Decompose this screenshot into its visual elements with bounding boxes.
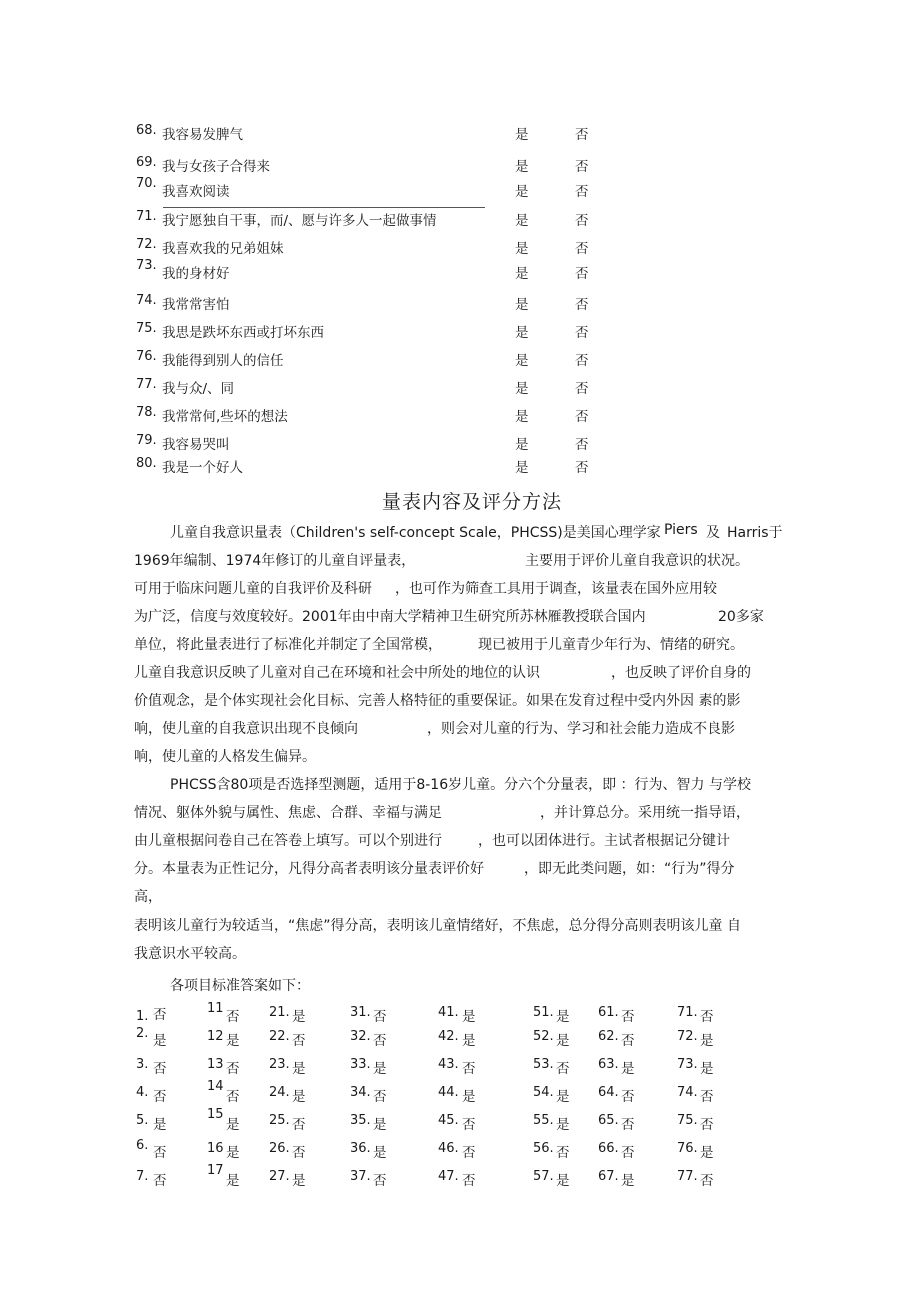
paragraph-text: 单位，将此量表进行了标准化并制定了全国常模，: [134, 637, 442, 653]
answer-item-number: 7.: [136, 1169, 149, 1184]
paragraph-text: 表明该儿童行为较适当，“焦虑”得分高，表明该儿童情绪好，不焦虑，总分得分高则表明该儿童 自: [134, 918, 741, 934]
question-number: 71.: [136, 209, 157, 224]
answer-item-number: 23.: [269, 1057, 290, 1072]
answer-item-value: 是: [556, 1033, 570, 1049]
answer-item-value: 是: [292, 1061, 306, 1077]
answer-item-number: 76.: [677, 1141, 698, 1156]
paragraph-text: ，即无此类问题，如：“行为”得分: [524, 861, 735, 877]
answer-item-number: 31.: [350, 1005, 371, 1020]
answer-item-number: 52.: [533, 1029, 554, 1044]
answer-item-number: 51.: [533, 1005, 554, 1020]
paragraph-text: 价值观念，是个体实现社会化目标、完善人格特征的重要保证。如果在发育过程中受内外因 素的影: [134, 693, 741, 709]
answer-item-number: 36.: [350, 1141, 371, 1156]
paragraph-text: 儿童自我意识量表（Children's self-concept Scale，PHCSS)是美国心理学家: [170, 525, 661, 541]
answer-item-number: 77.: [677, 1169, 698, 1184]
answer-item-value: 否: [621, 1145, 635, 1161]
question-number: 76.: [136, 349, 157, 364]
answer-item-number: 46.: [438, 1141, 459, 1156]
answer-item-number: 37.: [350, 1169, 371, 1184]
answer-item-value: 否: [462, 1173, 476, 1189]
answer-item-value: 是: [556, 1089, 570, 1105]
answer-item-value: 否: [556, 1061, 570, 1077]
answer-no: 否: [575, 437, 589, 453]
answer-item-value: 是: [700, 1145, 714, 1161]
answer-item-number: 65.: [598, 1113, 619, 1128]
question-number: 70.: [136, 176, 157, 191]
answer-item-number: 24.: [269, 1085, 290, 1100]
answer-item-value: 否: [153, 1007, 167, 1023]
paragraph-text: ，并计算总分。采用统一指导语，: [540, 805, 750, 821]
answer-item-number: 73.: [677, 1057, 698, 1072]
answer-item-number: 74.: [677, 1085, 698, 1100]
question-number: 78.: [136, 405, 157, 420]
answer-item-value: 是: [462, 1009, 476, 1025]
answer-item-value: 否: [462, 1145, 476, 1161]
answer-item-number: 54.: [533, 1085, 554, 1100]
paragraph-text: ，则会对儿童的行为、学习和社会能力造成不良影: [427, 721, 735, 737]
question-text: 我的身材好: [162, 266, 230, 282]
paragraph-text: ，也可以团体进行。主试者根据记分键计: [478, 833, 730, 849]
answer-item-value: 否: [153, 1061, 167, 1077]
answer-item-value: 是: [153, 1117, 167, 1133]
question-number: 75.: [136, 321, 157, 336]
answer-item-value: 否: [462, 1117, 476, 1133]
answer-item-number: 32.: [350, 1029, 371, 1044]
answer-item-number: 25.: [269, 1113, 290, 1128]
answer-item-number: 22.: [269, 1029, 290, 1044]
answer-item-value: 否: [373, 1089, 387, 1105]
answer-item-value: 是: [226, 1033, 240, 1049]
question-number: 80.: [136, 456, 157, 471]
answer-no: 否: [575, 127, 589, 143]
question-number: 79.: [136, 433, 157, 448]
answer-item-value: 是: [373, 1145, 387, 1161]
answer-item-value: 是: [373, 1117, 387, 1133]
paragraph-text: 高，: [134, 889, 162, 905]
answer-item-value: 否: [373, 1009, 387, 1025]
answer-yes: 是: [515, 127, 529, 143]
answer-item-number: 35.: [350, 1113, 371, 1128]
paragraph-text: PHCSS含80项是否选择型测题，适用于8-16岁儿童。分六个分量表，即 ：行为、智力 与学校: [170, 777, 752, 793]
answer-item-value: 否: [153, 1089, 167, 1105]
answer-no: 否: [575, 266, 589, 282]
answer-item-number: 57.: [533, 1169, 554, 1184]
answer-item-number: 1.: [136, 1009, 149, 1024]
answer-yes: 是: [515, 409, 529, 425]
question-text: 我与女孩子合得来: [162, 159, 270, 175]
answer-item-value: 否: [700, 1089, 714, 1105]
answer-item-value: 否: [153, 1145, 167, 1161]
answer-item-value: 否: [226, 1009, 240, 1025]
answer-item-number: 56.: [533, 1141, 554, 1156]
answer-item-value: 否: [621, 1033, 635, 1049]
answer-item-number: 2.: [136, 1026, 149, 1041]
answer-item-number: 6.: [136, 1138, 149, 1153]
question-number: 69.: [136, 155, 157, 170]
paragraph-text: 20多家: [718, 609, 764, 625]
answer-item-number: 45.: [438, 1113, 459, 1128]
paragraph-text: 响，使儿童的自我意识出现不良倾向: [134, 721, 358, 737]
question-number: 73.: [136, 258, 157, 273]
answer-item-number: 66.: [598, 1141, 619, 1156]
answer-item-value: 是: [226, 1117, 240, 1133]
answer-item-number: 41.: [438, 1005, 459, 1020]
answer-item-number: 17: [207, 1163, 224, 1178]
paragraph-text: Piers: [664, 522, 698, 538]
answer-item-value: 是: [373, 1061, 387, 1077]
answer-item-value: 否: [373, 1033, 387, 1049]
answer-item-value: 否: [226, 1089, 240, 1105]
paragraph-text: ，也可作为筛查工具用于调查，该量表在国外应用较: [395, 581, 717, 597]
answer-no: 否: [575, 353, 589, 369]
answer-item-number: 16: [207, 1141, 224, 1156]
answer-item-number: 53.: [533, 1057, 554, 1072]
answer-item-value: 否: [292, 1033, 306, 1049]
answer-yes: 是: [515, 266, 529, 282]
paragraph-text: ，也反映了评价自身的: [611, 665, 751, 681]
question-text: 我喜欢阅读: [162, 184, 230, 200]
paragraph-text: 主要用于评价儿童自我意识的状况。: [525, 553, 749, 569]
answer-item-number: 71.: [677, 1005, 698, 1020]
answer-item-number: 42.: [438, 1029, 459, 1044]
answer-no: 否: [575, 184, 589, 200]
answer-item-value: 是: [621, 1061, 635, 1077]
answer-yes: 是: [515, 241, 529, 257]
answer-no: 否: [575, 381, 589, 397]
answer-item-number: 11: [207, 1001, 224, 1016]
answer-item-number: 63.: [598, 1057, 619, 1072]
answer-item-number: 61.: [598, 1005, 619, 1020]
answer-item-number: 67.: [598, 1169, 619, 1184]
question-text: 我容易发脾气: [162, 127, 243, 143]
answer-item-value: 否: [700, 1117, 714, 1133]
question-text: 我与众/、同: [162, 381, 235, 397]
answer-item-value: 否: [621, 1089, 635, 1105]
paragraph-text: 分。本量表为正性记分，凡得分高者表明该分量表评价好: [134, 861, 484, 877]
answer-item-number: 12: [207, 1029, 224, 1044]
answer-item-value: 否: [292, 1145, 306, 1161]
question-text: 我能得到别人的信任: [162, 353, 284, 369]
question-text: 我是一个好人: [162, 460, 243, 476]
section-title: 量表内容及评分方法: [382, 491, 563, 513]
paragraph-text: 现已被用于儿童青少年行为、情绪的研究。: [478, 637, 744, 653]
answer-item-number: 14: [207, 1079, 224, 1094]
answer-item-value: 是: [462, 1033, 476, 1049]
paragraph-text: 响，使儿童的人格发生偏异。: [134, 749, 316, 765]
answer-item-value: 否: [462, 1061, 476, 1077]
answer-no: 否: [575, 241, 589, 257]
answer-item-number: 55.: [533, 1113, 554, 1128]
answer-item-number: 47.: [438, 1169, 459, 1184]
paragraph-text: 各项目标准答案如下：: [170, 978, 310, 994]
answer-item-value: 否: [292, 1117, 306, 1133]
answer-item-value: 否: [373, 1173, 387, 1189]
question-text: 我思是跌坏东西或打坏东西: [162, 325, 324, 341]
question-text: 我喜欢我的兄弟姐妹: [162, 241, 284, 257]
question-number: 68.: [136, 123, 157, 138]
answer-item-value: 是: [700, 1033, 714, 1049]
answer-item-number: 3.: [136, 1057, 149, 1072]
answer-item-number: 4.: [136, 1085, 149, 1100]
paragraph-text: 为广泛，信度与效度较好。2001年由中南大学精神卫生研究所苏林雁教授联合国内: [134, 609, 646, 625]
answer-no: 否: [575, 409, 589, 425]
answer-item-number: 13: [207, 1057, 224, 1072]
paragraph-text: 1969年编制、1974年修订的儿童自评量表，: [134, 553, 416, 569]
question-text: 我宁愿独自干事，而/、愿与许多人一起做事情: [162, 213, 437, 229]
paragraph-text: Harris于: [727, 525, 783, 541]
answer-item-value: 是: [556, 1117, 570, 1133]
answer-yes: 是: [515, 159, 529, 175]
answer-item-value: 是: [462, 1089, 476, 1105]
paragraph-text: 情况、躯体外貌与属性、焦虑、合群、幸福与满足: [134, 805, 442, 821]
answer-item-number: 75.: [677, 1113, 698, 1128]
answer-item-number: 21.: [269, 1005, 290, 1020]
answer-item-number: 15: [207, 1107, 224, 1122]
answer-no: 否: [575, 297, 589, 313]
question-number: 77.: [136, 377, 157, 392]
paragraph-text: 及: [706, 525, 720, 541]
answer-item-number: 33.: [350, 1057, 371, 1072]
answer-yes: 是: [515, 353, 529, 369]
answer-item-number: 64.: [598, 1085, 619, 1100]
paragraph-text: 可用于临床问题儿童的自我评价及科研: [134, 581, 372, 597]
answer-item-value: 否: [700, 1173, 714, 1189]
answer-no: 否: [575, 159, 589, 175]
answer-item-value: 是: [700, 1061, 714, 1077]
answer-yes: 是: [515, 184, 529, 200]
answer-yes: 是: [515, 460, 529, 476]
answer-item-value: 是: [153, 1033, 167, 1049]
answer-item-value: 是: [556, 1009, 570, 1025]
answer-item-value: 是: [226, 1145, 240, 1161]
answer-item-value: 是: [292, 1173, 306, 1189]
question-text: 我常常害怕: [162, 297, 230, 313]
answer-item-number: 43.: [438, 1057, 459, 1072]
answer-yes: 是: [515, 297, 529, 313]
answer-no: 否: [575, 213, 589, 229]
answer-yes: 是: [515, 381, 529, 397]
paragraph-text: 儿童自我意识反映了儿童对自己在环境和社会中所处的地位的认识: [134, 665, 540, 681]
answer-item-value: 是: [292, 1009, 306, 1025]
answer-item-number: 5.: [136, 1113, 149, 1128]
paragraph-text: 我意识水平较高。: [134, 946, 246, 962]
answer-item-value: 是: [226, 1173, 240, 1189]
answer-item-number: 27.: [269, 1169, 290, 1184]
question-number: 72.: [136, 237, 157, 252]
answer-item-value: 是: [621, 1173, 635, 1189]
answer-yes: 是: [515, 437, 529, 453]
answer-item-number: 44.: [438, 1085, 459, 1100]
question-text: 我容易哭叫: [162, 437, 230, 453]
answer-item-value: 否: [226, 1061, 240, 1077]
answer-item-value: 否: [621, 1117, 635, 1133]
answer-item-value: 否: [556, 1145, 570, 1161]
answer-item-value: 否: [621, 1009, 635, 1025]
answer-item-value: 否: [153, 1173, 167, 1189]
answer-item-number: 26.: [269, 1141, 290, 1156]
answer-no: 否: [575, 325, 589, 341]
answer-item-number: 62.: [598, 1029, 619, 1044]
question-text: 我常常何,些坏的想法: [162, 409, 288, 425]
answer-item-number: 34.: [350, 1085, 371, 1100]
divider-line: [163, 207, 485, 208]
answer-yes: 是: [515, 325, 529, 341]
answer-item-value: 是: [292, 1089, 306, 1105]
question-number: 74.: [136, 293, 157, 308]
answer-item-number: 72.: [677, 1029, 698, 1044]
answer-no: 否: [575, 460, 589, 476]
paragraph-text: 由儿童根据问卷自己在答卷上填写。可以个别进行: [134, 833, 442, 849]
answer-yes: 是: [515, 213, 529, 229]
answer-item-value: 是: [556, 1173, 570, 1189]
answer-item-value: 否: [700, 1009, 714, 1025]
